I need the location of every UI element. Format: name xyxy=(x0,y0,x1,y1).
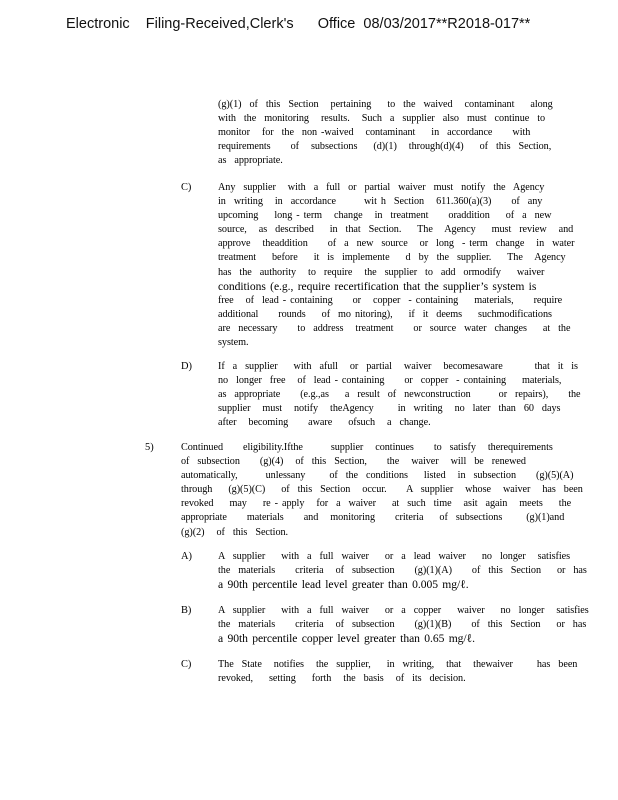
item-marker-d: D) xyxy=(181,361,192,372)
text-line: (g)(2) of this Section. xyxy=(181,526,289,538)
paragraph-g-continuation xyxy=(218,98,553,168)
text-line: conditions (e.g., require recertification that the supplier’s system is xyxy=(218,279,537,293)
text-line: a 90th percentile lead level greater than 0.005 mg/ℓ. xyxy=(218,578,469,592)
electronic-filing-header: Electronic Filing-Received,Clerk's Office 08/03/2017**R2018-017** xyxy=(66,16,531,32)
text-line: of subsection (g)(4) of this Section, the waiver will be renewed xyxy=(181,456,526,468)
item-marker-b: B) xyxy=(181,605,192,616)
text-line: free of lead - containing or copper - containing materials, require xyxy=(218,294,563,306)
text-line: appropriate materials and monitoring criteria of subsections (g)(1)and xyxy=(181,512,565,524)
paragraph-a-lead-waiver xyxy=(218,550,587,592)
text-line: as appropriate. xyxy=(218,155,283,167)
text-line: revoked may re - apply for a waiver at such time asit again meets the xyxy=(181,498,572,510)
text-line: in writing in accordance wit h Section 611.360(a)(3) of any xyxy=(218,196,543,208)
text-line: requirements of subsections (d)(1) through(d)(4) of this Section, xyxy=(218,141,552,153)
text-line: through (g)(5)(C) of this Section occur. A supplier whose waiver has been xyxy=(181,484,583,496)
text-line: The State notifies the supplier, in writing, that thewaiver has been xyxy=(218,659,578,670)
text-line: with the monitoring results. Such a supplier also must continue to xyxy=(218,113,546,125)
text-line: If a supplier with afull or partial waiver becomesaware that it is xyxy=(218,361,578,372)
item-marker-5: 5) xyxy=(145,442,154,453)
text-line: the materials criteria of subsection (g)(1)(A) of this Section or has xyxy=(218,565,587,577)
paragraph-c-notify-agency xyxy=(218,181,574,350)
text-line: source, as described in that Section. The Agency must review and xyxy=(218,224,574,236)
paragraph-d-no-longer-free xyxy=(218,360,581,430)
text-line: has the authority to require the supplier to add ormodify waiver xyxy=(218,266,545,278)
item-marker-a: A) xyxy=(181,551,192,562)
text-line: system. xyxy=(218,337,249,349)
item-marker-c: C) xyxy=(181,182,192,193)
text-line: Continued eligibility.Ifthe supplier continues to satisfy therequirements xyxy=(181,442,553,453)
item-marker-c-state: C) xyxy=(181,659,192,670)
text-line: after becoming aware ofsuch a change. xyxy=(218,417,431,429)
text-line: (g)(1) of this Section pertaining to the waived contaminant along xyxy=(218,99,553,110)
text-line: are necessary to address treatment or source water changes at the xyxy=(218,322,571,334)
paragraph-b-copper-waiver xyxy=(218,604,589,646)
text-line: revoked, setting forth the basis of its decision. xyxy=(218,673,466,685)
text-line: Any supplier with a full or partial waiver must notify the Agency xyxy=(218,182,545,193)
text-line: treatment before it is implemente d by the supplier. The Agency xyxy=(218,252,566,264)
paragraph-c-state-notifies xyxy=(218,658,577,686)
text-line: supplier must notify theAgency in writing no later than 60 days xyxy=(218,403,561,415)
text-line: a 90th percentile copper level greater than 0.65 mg/ℓ. xyxy=(218,632,475,646)
text-line: automatically, unlessany of the conditions listed in subsection (g)(5)(A) xyxy=(181,470,574,482)
paragraph-5-continued-eligibility xyxy=(181,441,583,540)
text-line: A supplier with a full waiver or a lead waiver no longer satisfies xyxy=(218,551,571,562)
text-line: as appropriate (e.g.,as a result of newconstruction or repairs), the xyxy=(218,389,581,401)
text-line: the materials criteria of subsection (g)(1)(B) of this Section or has xyxy=(218,619,587,631)
text-line: approve theaddition of a new source or long - term change in water xyxy=(218,238,575,250)
text-line: A supplier with a full waiver or a copper waiver no longer satisfies xyxy=(218,605,589,616)
text-line: monitor for the non -waived contaminant in accordance with xyxy=(218,127,531,139)
text-line: additional rounds of mo nitoring), if it deems suchmodifications xyxy=(218,308,552,320)
text-line: no longer free of lead - containing or copper - containing materials, xyxy=(218,375,562,387)
text-line: upcoming long - term change in treatment oraddition of a new xyxy=(218,210,552,222)
